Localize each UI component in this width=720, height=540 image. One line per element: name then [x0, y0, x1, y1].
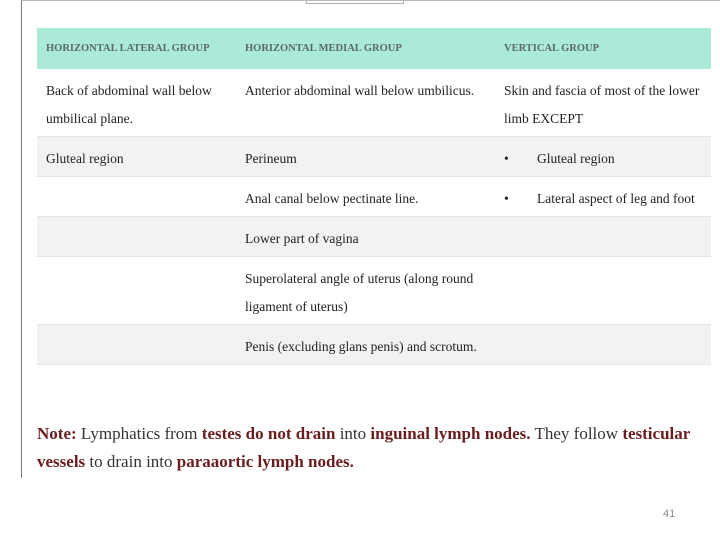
note-text: Lymphatics from [76, 424, 202, 443]
note-emphasis: testicular vessels [37, 424, 690, 471]
top-tab-mark [306, 0, 404, 4]
table-cell: Anal canal below pectinate line. [236, 177, 495, 217]
page-number: 41 [663, 508, 676, 520]
left-margin-rule [21, 0, 22, 478]
table-cell: Superolateral angle of uterus (along round ligament of uterus) [236, 257, 495, 325]
bullet-text: Lateral aspect of leg and foot [537, 191, 695, 206]
note-label: Note: [37, 424, 77, 443]
table-row [37, 137, 711, 177]
note-emphasis: paraaortic lymph nodes. [176, 452, 354, 471]
note-emphasis: inguinal lymph nodes. [370, 424, 531, 443]
header-horizontal-medial: HORIZONTAL MEDIAL GROUP [236, 28, 495, 69]
table-cell [495, 217, 711, 257]
table-cell [495, 325, 711, 365]
bullet-marker: • [504, 151, 509, 166]
table-cell [37, 257, 236, 325]
lymph-groups-table [37, 28, 711, 365]
note-emphasis: testes do not drain [201, 424, 336, 443]
table-row [37, 217, 711, 257]
table-cell: Gluteal region [37, 137, 236, 177]
table-cell [495, 137, 711, 177]
bullet-marker: • [504, 191, 509, 206]
table-cell: Skin and fascia of most of the lower limb EXCEPT [495, 69, 711, 137]
table-header-row [37, 28, 711, 69]
table-cell [37, 177, 236, 217]
table-row [37, 257, 711, 325]
header-horizontal-lateral: HORIZONTAL LATERAL GROUP [37, 28, 236, 69]
note-text: to drain into [85, 452, 177, 471]
table-row [37, 69, 711, 137]
table-row [37, 177, 711, 217]
table-row [37, 325, 711, 365]
table-cell [495, 177, 711, 217]
table-cell: Lower part of vagina [236, 217, 495, 257]
table-cell: Anterior abdominal wall below umbilicus. [236, 69, 495, 137]
note-text: They follow [530, 424, 623, 443]
header-vertical: VERTICAL GROUP [495, 28, 711, 69]
note-paragraph [37, 420, 717, 476]
table-cell: Back of abdominal wall below umbilical plane. [37, 69, 236, 137]
bullet-text: Gluteal region [537, 151, 615, 166]
table-cell [37, 325, 236, 365]
table-cell: Penis (excluding glans penis) and scrotum. [236, 325, 495, 365]
note-text: into [335, 424, 371, 443]
table-cell: Perineum [236, 137, 495, 177]
table-cell [495, 257, 711, 325]
table-cell [37, 217, 236, 257]
